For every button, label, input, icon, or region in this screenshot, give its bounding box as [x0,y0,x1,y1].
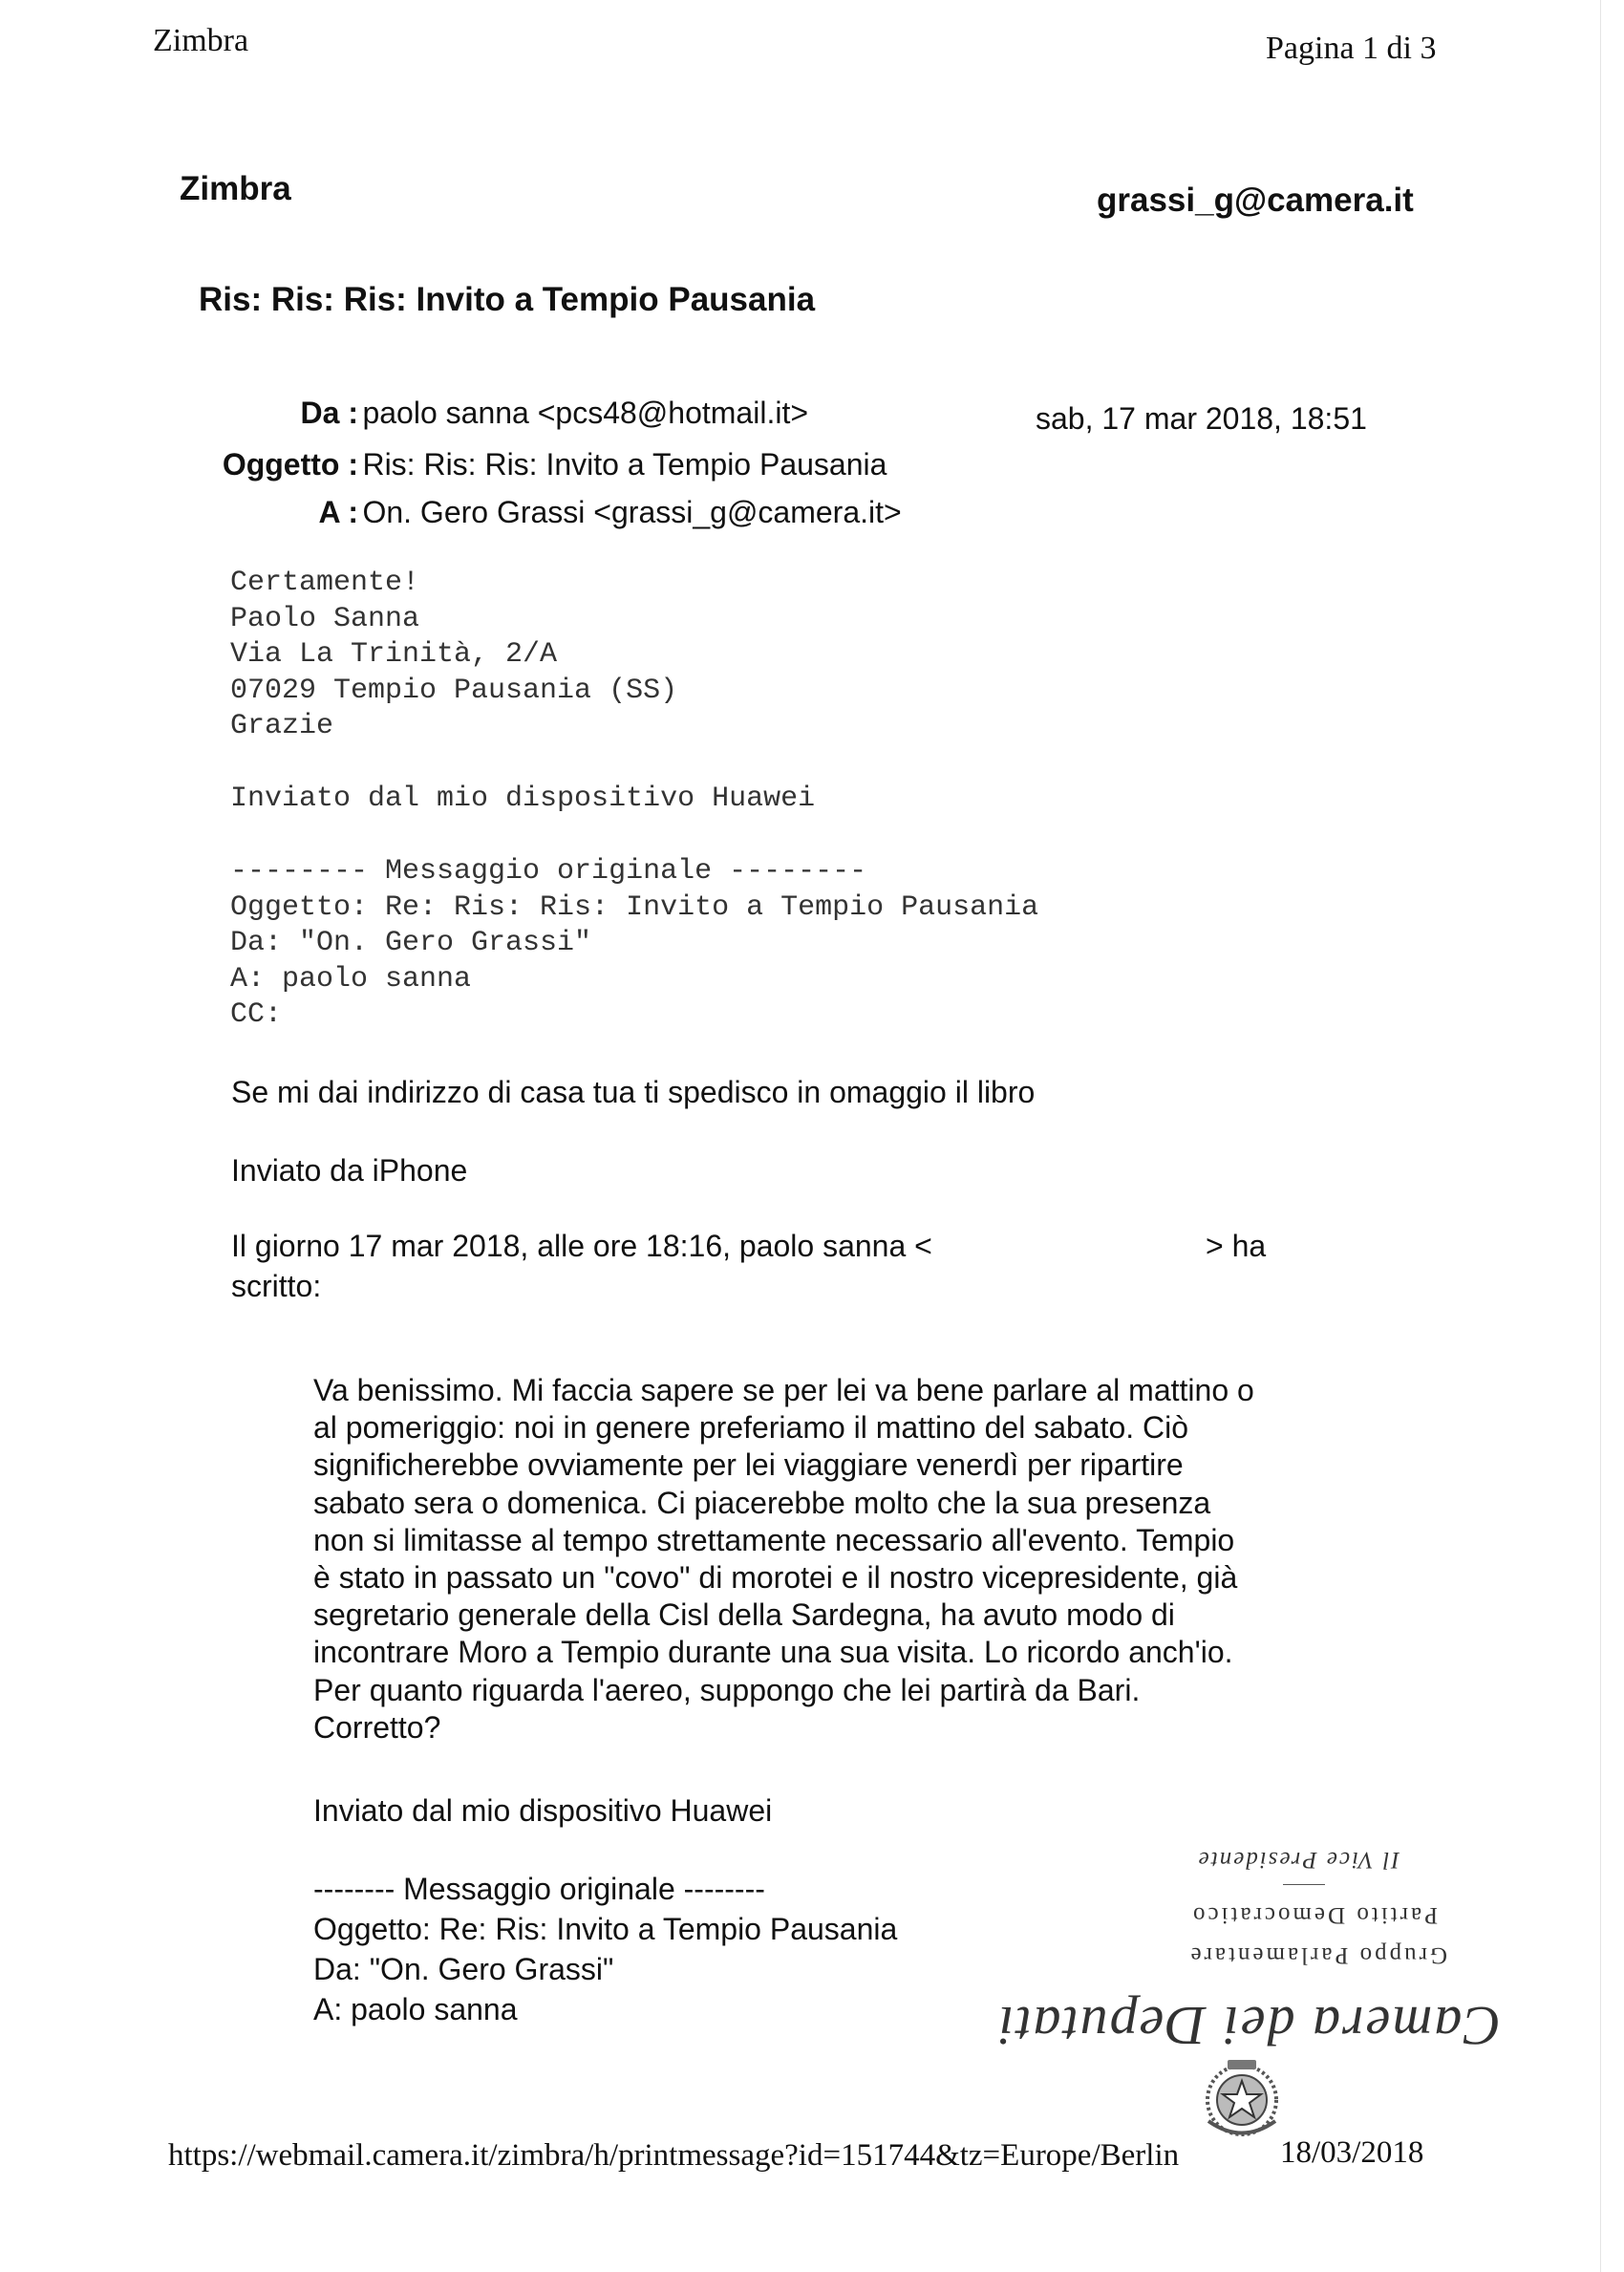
original-1-line: CC: [230,998,283,1032]
quoted-line: non si limitasse al tempo strettamente necessario all'evento. Tempio [313,1522,1235,1557]
quoted-line: incontrare Moro a Tempio durante una sua visita. Lo ricordo anch'io. [313,1635,1233,1670]
stamp-title: Camera dei Deputati [996,1995,1501,2057]
grassi-message [231,1074,1035,1110]
quote-intro-line2: scritto: [231,1269,322,1303]
print-header-app: Zimbra [153,23,249,58]
subject-value: Ris: Ris: Ris: Invito a Tempio Pausania [362,447,887,482]
to-row [191,495,917,530]
quoted-line: Corretto? [313,1709,441,1745]
signature-line: Inviato dal mio dispositivo Huawei [230,782,816,815]
stamp-divider [1283,1884,1325,1885]
scan-edge-line [1600,0,1601,2272]
stamp-line1: Gruppo Parlamentare [1187,1942,1447,1968]
quoted-signature [313,1792,772,1829]
original-1-line: A: paolo sanna [230,962,472,996]
quoted-line: al pomeriggio: noi in genere preferiamo il mattino del sabato. Ciò [313,1410,1189,1446]
quoted-message [313,1372,1254,1747]
footer-date: 18/03/2018 [1280,2135,1424,2170]
reply-body [230,566,677,745]
quoted-line: Per quanto riguarda l'aereo, suppongo che lei partirà da Bari. [313,1672,1141,1707]
reply-line: Via La Trinità, 2/A [230,638,558,672]
stamp-line3: Il Vice Presidente [1196,1847,1400,1873]
original-1-line: -------- Messaggio originale -------- [230,855,867,888]
quoted-line: sabato sera o domenica. Ci piacerebbe molto che la sua presenza [313,1485,1211,1520]
subject-label: Oggetto : [222,447,358,482]
mail-app-title: Zimbra [180,170,291,207]
chamber-stamp [996,1815,1505,2064]
to-label: A : [318,495,358,529]
from-value: paolo sanna <pcs48@hotmail.it> [362,396,809,430]
account-address: grassi_g@camera.it [1097,182,1414,219]
from-label: Da : [300,396,358,430]
reply-line: Grazie [230,710,334,743]
reply-line: Paolo Sanna [230,602,420,635]
quoted-signature-text: Inviato dal mio dispositivo Huawei [313,1793,773,1828]
original-2-line: A: paolo sanna [313,1992,518,2026]
stamp-line2: Partito Democratico [1189,1902,1438,1928]
from-row [191,396,917,431]
footer-url: https://webmail.camera.it/zimbra/h/printmessage?id=151744&tz=Europe/Berlin [168,2138,1180,2173]
grassi-signature [231,1152,467,1189]
quoted-line: segretario generale della Cisl della Sardegna, ha avuto modo di [313,1597,1175,1633]
quote-intro-part2: > ha [1206,1229,1267,1263]
quoted-line: Va benissimo. Mi faccia sapere se per lei va bene parlare al mattino o [313,1373,1254,1407]
original-2-line: Oggetto: Re: Ris: Invito a Tempio Pausania [313,1912,898,1946]
quoted-line: significherebbe ovviamente per lei viaggiare venerdì per ripartire [313,1447,1184,1483]
to-value: On. Gero Grassi <grassi_g@camera.it> [362,495,902,529]
subject-row [191,447,917,482]
quote-intro-part1: Il giorno 17 mar 2018, alle ore 18:16, paolo sanna < [231,1229,932,1263]
reply-signature [230,782,815,818]
message-date: sab, 17 mar 2018, 18:51 [1036,401,1367,436]
grassi-signature-text: Inviato da iPhone [231,1153,468,1188]
republic-emblem-icon [1199,2054,1285,2140]
message-subject-title: Ris: Ris: Ris: Invito a Tempio Pausania [199,281,816,318]
original-1-line: Da: "On. Gero Grassi" [230,927,592,960]
original-1-line: Oggetto: Re: Ris: Ris: Invito a Tempio Pausania [230,890,1039,924]
original-message-2 [313,1869,897,2029]
original-2-line: -------- Messaggio originale -------- [313,1872,765,1906]
reply-line: Certamente! [230,567,420,599]
print-header-page: Pagina 1 di 3 [1266,31,1437,66]
grassi-text: Se mi dai indirizzo di casa tua ti spedisco in omaggio il libro [231,1075,1036,1109]
original-message-1 [230,854,1038,1034]
quoted-line: è stato in passato un "covo" di morotei e il nostro vicepresidente, già [313,1560,1238,1596]
reply-line: 07029 Tempio Pausania (SS) [230,674,678,707]
original-2-line: Da: "On. Gero Grassi" [313,1952,614,1986]
